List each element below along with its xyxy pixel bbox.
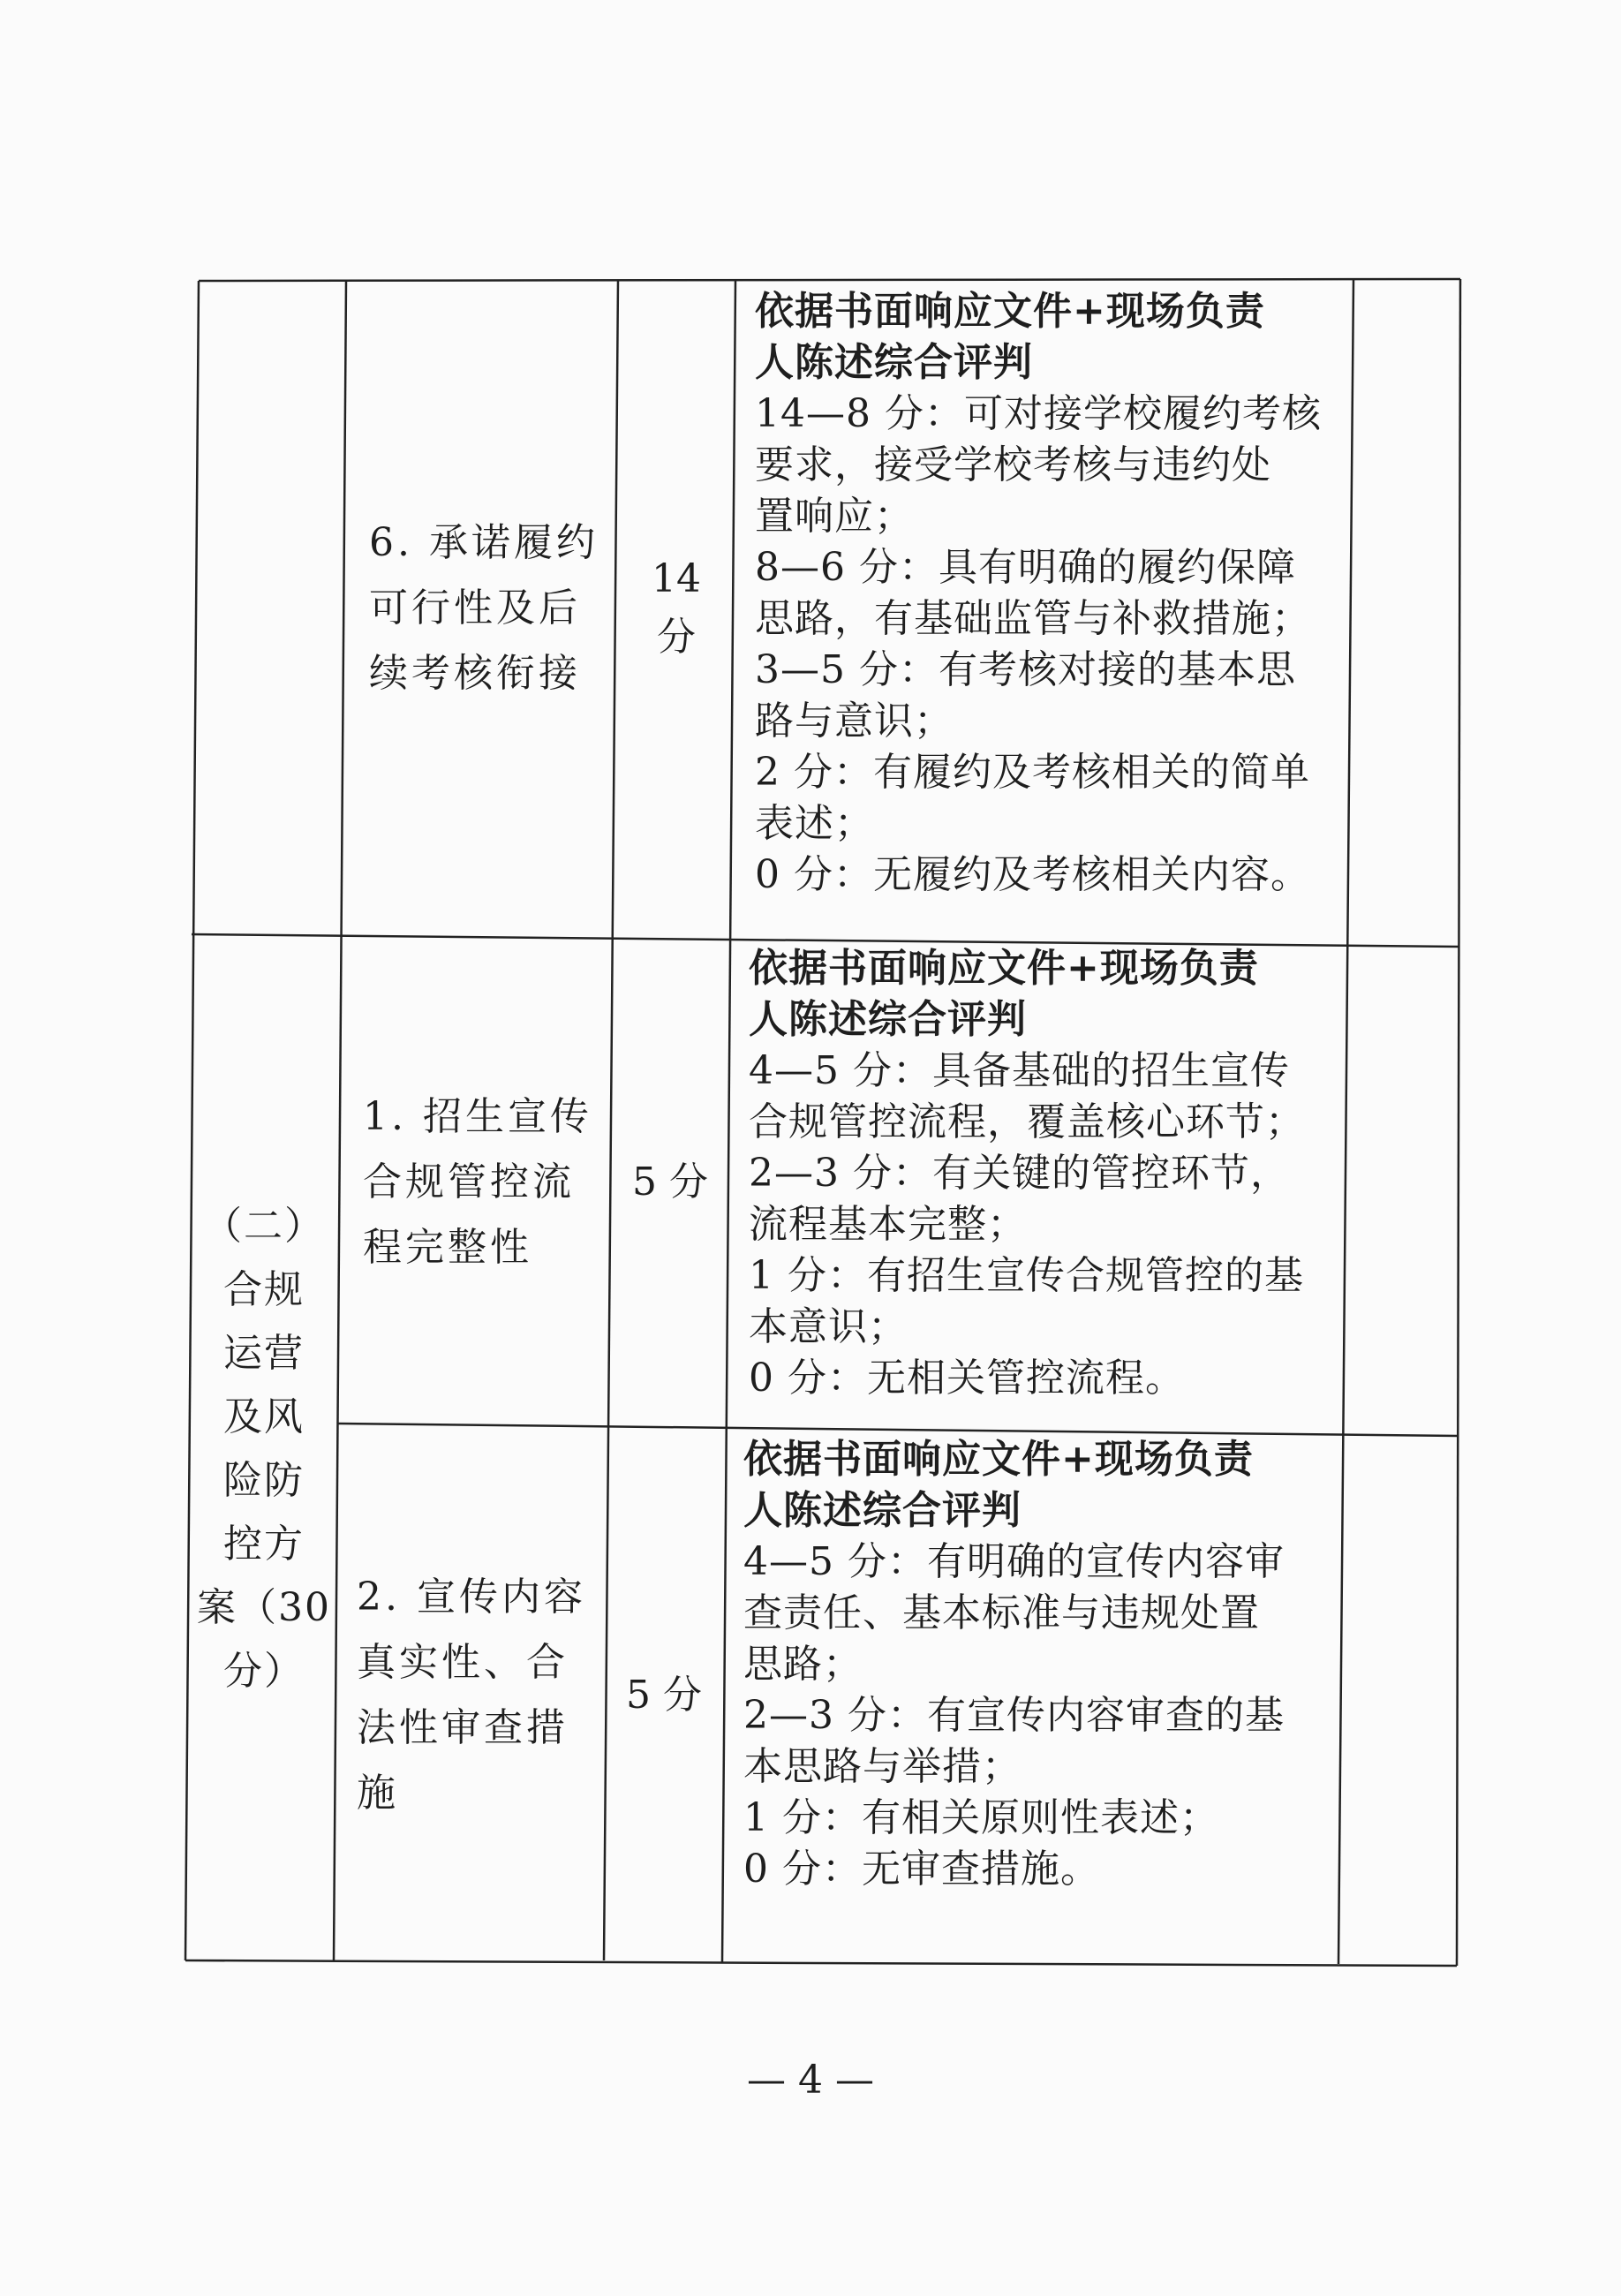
description-line: 1 分：有相关原则性表述； <box>743 1795 1219 1840</box>
description-line: 1 分：有招生宣传合规管控的基 <box>749 1253 1304 1298</box>
description-line: 本意识； <box>749 1304 908 1349</box>
description-line: 4—5 分：有明确的宣传内容审 <box>743 1539 1285 1584</box>
description-cell <box>735 286 1345 936</box>
description-line: 合规管控流程，覆盖核心环节； <box>749 1099 1305 1144</box>
description-line: 要求，接受学校考核与违约处 <box>755 442 1271 487</box>
remark-cell <box>1346 941 1457 1427</box>
description-line: 2—3 分：有宣传内容审查的基 <box>743 1693 1285 1738</box>
description-line: 4—5 分：具备基础的招生宣传 <box>749 1048 1290 1093</box>
score-cell <box>611 940 729 1425</box>
category-cell <box>189 938 339 1960</box>
description-line: 流程基本完整； <box>749 1202 1027 1247</box>
description-line: 8—6 分：具有明确的履约保障 <box>755 545 1296 590</box>
description-cell <box>729 943 1338 1427</box>
description-line: 路与意识； <box>755 699 954 744</box>
criterion-cell <box>340 940 610 1425</box>
description-line: 思路； <box>743 1642 863 1687</box>
score-cell <box>618 281 735 936</box>
remark-cell <box>1353 281 1459 936</box>
score-value: 14 分 <box>652 556 701 660</box>
description-line: 0 分：无履约及考核相关内容。 <box>755 852 1310 897</box>
page-number: — 4 — <box>747 2058 874 2103</box>
description-line: 本思路与举措； <box>743 1744 1022 1789</box>
description-line: 思路，有基础监管与补救措施； <box>755 596 1311 641</box>
remark-cell <box>1340 1432 1455 1960</box>
description-line: 2 分：有履约及考核相关的简单 <box>755 750 1310 795</box>
description-line: 2—3 分：有关键的管控环节， <box>749 1151 1290 1196</box>
score-cell <box>605 1431 723 1960</box>
description-line: 表述； <box>755 801 874 846</box>
score-value: 5 分 <box>626 1673 702 1718</box>
criterion-cell <box>346 281 616 936</box>
description-line: 3—5 分：有考核对接的基本思 <box>755 647 1296 692</box>
criterion-label: 6. 承诺履约 可行性及后 续考核衔接 <box>369 520 599 696</box>
description-cell <box>724 1434 1333 1960</box>
description-line: 查责任、基本标准与违规处置 <box>743 1590 1260 1635</box>
description-line: 依据书面响应文件+现场负责 <box>749 946 1259 991</box>
score-value: 5 分 <box>632 1159 708 1205</box>
description-line: 依据书面响应文件+现场负责 <box>743 1437 1254 1482</box>
category-label: （二） 合规 运营 及风 险防 控方 案（30 分） <box>197 1204 331 1694</box>
criterion-label: 2. 宣传内容 真实性、合 法性审查措 施 <box>357 1575 586 1816</box>
criterion-cell <box>334 1431 604 1960</box>
description-line: 置响应； <box>755 494 914 539</box>
description-line: 人陈述综合评判 <box>755 340 1033 385</box>
description-line: 14—8 分：可对接学校履约考核 <box>755 391 1322 436</box>
criterion-label: 1. 招生宣传 合规管控流 程完整性 <box>363 1094 592 1270</box>
description-line: 人陈述综合评判 <box>743 1488 1022 1533</box>
description-line: 0 分：无审查措施。 <box>743 1847 1100 1892</box>
description-line: 人陈述综合评判 <box>749 997 1027 1042</box>
description-line: 依据书面响应文件+现场负责 <box>755 289 1265 334</box>
description-line: 0 分：无相关管控流程。 <box>749 1356 1185 1401</box>
